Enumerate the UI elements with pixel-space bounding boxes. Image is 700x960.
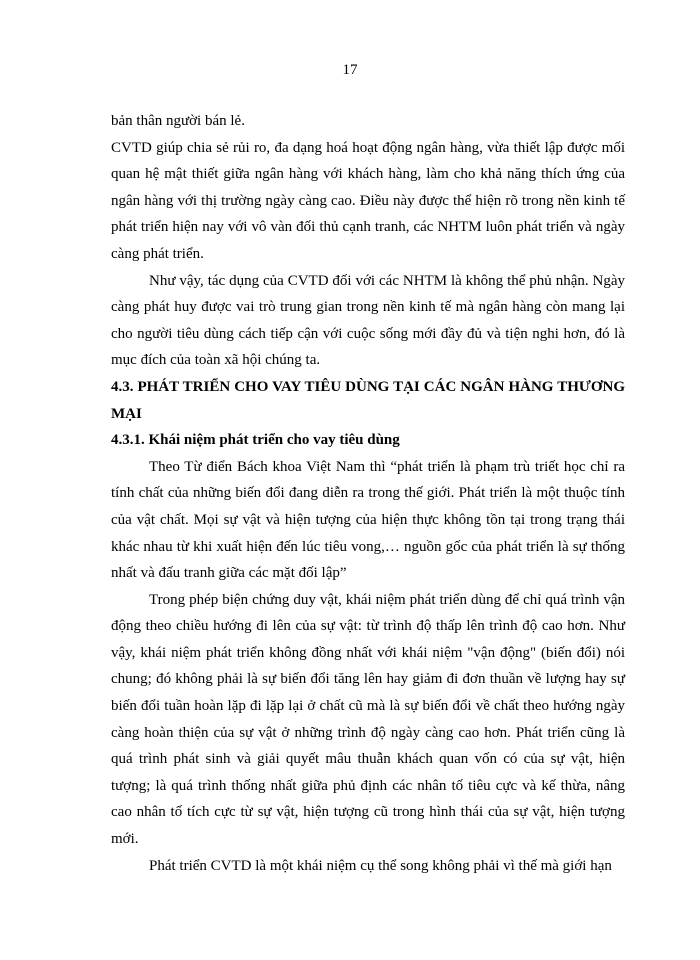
- paragraph-cvtd-development: Phát triển CVTD là một khái niệm cụ thể song không phải vì thế mà giới hạn: [149, 857, 612, 874]
- section-heading: 4.3. PHÁT TRIỂN CHO VAY TIÊU DÙNG TẠI CÁC NGÂN HÀNG THƯƠNG MẠI: [111, 378, 625, 422]
- subsection-heading: 4.3.1. Khái niệm phát triển cho vay tiêu dùng: [111, 432, 400, 449]
- paragraph-continuation: bản thân người bán lẻ.: [111, 113, 245, 129]
- paragraph-cvtd-benefits: CVTD giúp chia sẻ rủi ro, đa dạng hoá hoạt động ngân hàng, vừa thiết lập được mối quan hệ mật thiết giữa ngân hàng với khách hàng, làm cho khả năng thích ứng của ngân hàng với thị trường ngày càng cao. Điều này được thể hiện rõ trong nền kinh tế phát triển hiện nay với vô vàn đối thủ cạnh tranh, các NHTM luôn phát triển và ngày càng phát triển.: [111, 139, 625, 262]
- paragraph-dialectics: Trong phép biện chứng duy vật, khái niệm phát triển dùng để chỉ quá trình vận động theo chiều hướng đi lên của sự vật: từ trình độ thấp lên trình độ cao hơn. Như vậy, khái niệm phát triển không đồng nhất với khái niệm "vận động" (biến đổi) nói chung; đó không phải là sự biến đổi tăng lên hay giảm đi đơn thuần về lượng hay sự biến đổi tuần hoàn lặp đi lặp lại ở chất cũ mà là sự biến đổi về chất theo hướng ngày càng hoàn thiện của sự vật ở những trình độ ngày càng cao hơn. Phát triển cũng là quá trình phát sinh và giải quyết mâu thuẫn khách quan vốn có của sự vật, hiện tượng; là quá trình thống nhất giữa phủ định các nhân tố tiêu cực và kế thừa, nâng cao nhân tố tích cực từ sự vật, hiện tượng cũ trong hình thái của sự vật, hiện tượng mới.: [111, 591, 625, 848]
- document-body: [111, 108, 625, 879]
- paragraph-definition: Theo Từ điển Bách khoa Việt Nam thì “phát triển là phạm trù triết học chỉ ra tính chất của những biến đổi đang diễn ra trong thế giới. Phát triển là một thuộc tính của vật chất. Mọi sự vật và hiện tượng của hiện thực không tồn tại trong trạng thái khác nhau từ khi xuất hiện đến lúc tiêu vong,… nguồn gốc của phát triển là sự thống nhất và đấu tranh giữa các mặt đối lập”: [111, 458, 625, 582]
- page-number: 17: [342, 62, 358, 78]
- paragraph-summary: Như vậy, tác dụng của CVTD đối với các NHTM là không thể phủ nhận. Ngày càng phát huy được vai trò trung gian trong nền kinh tế mà ngân hàng còn mang lại cho người tiêu dùng cách tiếp cận với cuộc sống mới đầy đủ và tiện nghi hơn, đó là mục đích của toàn xã hội chúng ta.: [111, 272, 625, 369]
